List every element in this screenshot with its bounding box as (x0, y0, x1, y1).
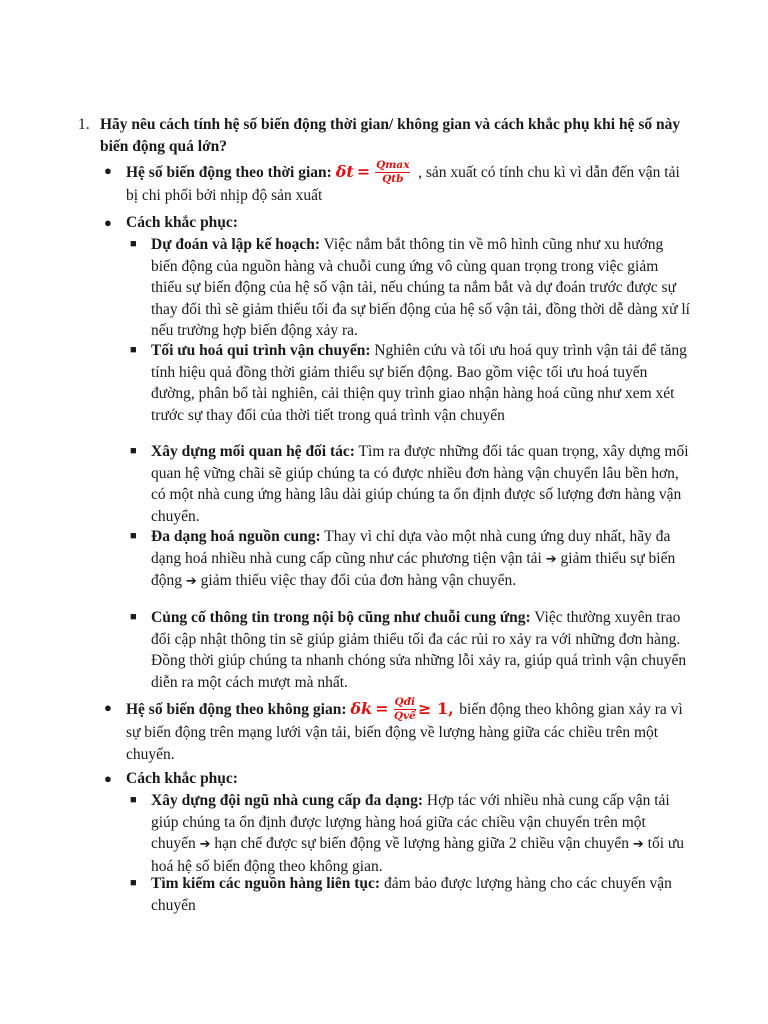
formula-ge: ≥ 1, (418, 699, 454, 718)
bullet-icon: ● (104, 163, 112, 178)
item-title: Củng cố thông tin trong nội bộ cũng như chuỗi cung ứng: (151, 609, 531, 626)
bullet-icon: ● (104, 700, 112, 715)
time-fix-heading (104, 212, 690, 234)
space-fix-heading (104, 768, 690, 790)
item-text: Nghiên cứu và tối ưu hoá quy trình vận tải để tăng tính hiệu quả đồng thời giảm thiểu sự biến động. Bao gồm việc tối ưu hoá tuyến đường, phân bổ tài nghiên, cải thiện quy trình giao nhận hàng hoá cũng như xem xét trước sự thay đổi của thời tiết trong quá trình vận chuyển (151, 342, 687, 424)
space-fix-item (130, 873, 690, 916)
square-bullet-icon: ■ (130, 877, 137, 889)
time-fix-item (130, 234, 690, 342)
item-title: Dự đoán và lập kế hoạch: (151, 236, 321, 253)
formula-numerator: Qmax (376, 159, 410, 171)
time-coef-item (104, 160, 690, 207)
item-title: Tối ưu hoá qui trình vận chuyển: (151, 342, 371, 359)
arrow-icon: ➔ (545, 551, 557, 567)
time-fix-item (130, 441, 690, 527)
square-bullet-icon: ■ (130, 238, 137, 250)
arrow-icon: ➔ (199, 837, 211, 853)
item-text: Thay vì chỉ dựa vào một nhà cung ứng duy nhất, hãy đa dạng hoá nhiều nhà cung cấp cũng như các phương tiện vận tải (151, 528, 671, 567)
square-bullet-icon: ■ (130, 344, 137, 356)
bullet-icon: ● (104, 215, 112, 230)
item-title: Đa dạng hoá nguồn cung: (151, 528, 321, 545)
formula-numerator: Qđi (394, 696, 416, 708)
space-coef-text: biến động theo không gian xảy ra vì sự biến động trên mạng lưới vận tải, biến động về lượng hàng giữa các chiều trên một chuyến. (126, 701, 683, 763)
formula-denominator: Qtb (382, 173, 404, 185)
item-text: Tìm ra được những đối tác quan trọng, xây dựng mối quan hệ vững chãi sẽ giúp chúng ta có được nhiều đơn hàng vận chuyển lâu bền hơn, có một nhà cung ứng hàng lâu dài giúp chúng ta ổn định được số lượng đơn hàng vận chuyển. (151, 443, 689, 525)
question-number: 1. (78, 116, 90, 133)
item-title: Tìm kiếm các nguồn hàng liên tục: (151, 875, 381, 892)
item-text: đảm bảo được lượng hàng cho các chuyến vận chuyển (151, 875, 672, 914)
formula-equals: = (356, 162, 371, 181)
space-coef-item (104, 697, 690, 766)
item-title: Xây dựng đội ngũ nhà cung cấp đa dạng: (151, 792, 424, 809)
arrow-icon: ➔ (185, 574, 197, 590)
square-bullet-icon: ■ (130, 794, 137, 806)
formula-symbol: δt (335, 162, 354, 181)
arrow-icon: ➔ (632, 837, 644, 853)
item-text: Hợp tác với nhiều nhà cung cấp vận tải giúp chúng ta ổn định được lượng hàng hoá giữa các chiều vận chuyển trên một chuyến (151, 792, 670, 853)
item-text: tối ưu hoá hệ số biến động theo không gian. (151, 835, 685, 875)
item-text: giảm thiểu việc thay đổi của đơn hàng vận chuyển. (196, 572, 517, 590)
square-bullet-icon: ■ (130, 445, 137, 457)
item-title: Xây dựng mối quan hệ đối tác: (151, 443, 355, 460)
space-fix-item (130, 790, 690, 877)
bullet-icon: ● (104, 771, 112, 786)
square-bullet-icon: ■ (130, 530, 137, 542)
item-text: giảm thiểu sự biến động (151, 549, 676, 590)
space-coef-label: Hệ số biến động theo không gian: (126, 701, 347, 718)
time-coef-formula (335, 159, 418, 185)
time-coef-label: Hệ số biến động theo thời gian: (126, 164, 332, 181)
item-text: hạn chế được sự biến động về lượng hàng giữa 2 chiều vận chuyển (210, 835, 633, 853)
question (78, 114, 690, 158)
item-text: Việc thường xuyên trao đổi cập nhật thông tin sẽ giúp giảm thiểu tối đa các rủi ro xảy ra với những đơn hàng. Đồng thời giúp chúng ta nhanh chóng sửa những lỗi xảy ra, giúp quá trình vận chuyển diễn ra một cách mượt mà nhất. (151, 609, 687, 691)
time-fix-item (130, 607, 690, 693)
question-text: Hãy nêu cách tính hệ số biến động thời gian/ không gian và cách khắc phụ khi hệ số này biến động quá lớn? (100, 116, 681, 155)
formula-denominator: Qvề (393, 710, 416, 722)
space-fix-label: Cách khắc phục: (126, 770, 238, 787)
time-coef-text: , sản xuất có tính chu kì vì dẫn đến vận tải bị chi phối bởi nhịp độ sản xuất (126, 164, 680, 204)
space-coef-formula (350, 696, 459, 722)
formula-equals: = (375, 699, 389, 718)
time-fix-item (130, 526, 690, 593)
square-bullet-icon: ■ (130, 611, 137, 623)
time-fix-item (130, 340, 690, 426)
item-text: Việc nắm bắt thông tin về mô hình cũng như xu hướng biến động của nguồn hàng và chuỗi cung ứng vô cùng quan trọng trong việc giảm thiểu sự biến động của hệ số vận tải, nếu chúng ta nắm bắt và dự đoán trước được sự thay đổi thì sẽ giảm thiểu tối đa sự biến động của hệ số vận tải, đồng thời dễ dàng xử lí nếu trường hợp biến động xảy ra. (151, 236, 690, 340)
time-fix-label: Cách khắc phục: (126, 214, 238, 231)
formula-symbol: δk (350, 699, 373, 718)
